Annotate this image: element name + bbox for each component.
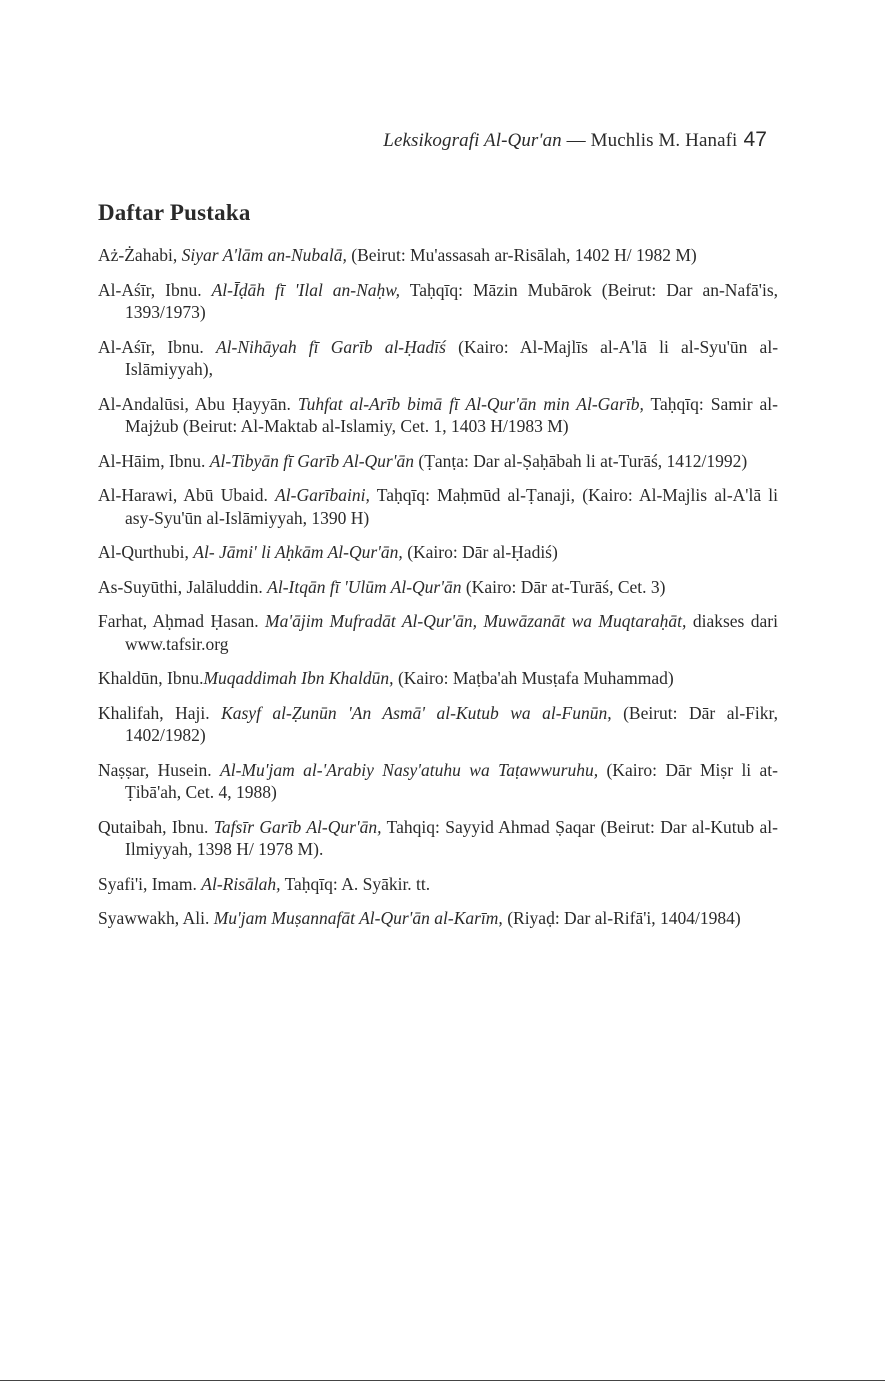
- entry-publication: diakses dari www.tafsir.org: [125, 611, 778, 654]
- bibliography-entry: [98, 541, 778, 564]
- bibliography-entry: [98, 702, 778, 747]
- bibliography-entry: [98, 279, 778, 324]
- entry-title: Al- Jāmi' li Aḥkām Al-Qur'ān,: [193, 542, 403, 562]
- entry-author: Al-Aśīr, Ibnu.: [98, 279, 212, 300]
- entry-author: Syawwakh, Ali.: [98, 908, 214, 928]
- bibliography-entry: [98, 450, 778, 473]
- bibliography-entry: [98, 336, 778, 381]
- entry-publication: (Kairo: Maṭba'ah Musṭafa Muhammad): [393, 668, 674, 688]
- entry-title: Al-Itqān fī 'Ulūm Al-Qur'ān: [267, 576, 462, 597]
- bibliography-entry: [98, 759, 778, 804]
- bibliography-entry: [98, 873, 778, 896]
- entry-publication: (Kairo: Al-Majlīs al-A'lā li al-Syu'ūn al-Islāmiyyah),: [125, 336, 779, 379]
- running-header: [383, 128, 767, 152]
- entry-publication: Tahqiq: Sayyid Ahmad Ṣaqar (Beirut: Dar al-Kutub al-Ilmiyyah, 1398 H/ 1978 M).: [125, 816, 779, 859]
- running-header-separator: —: [561, 130, 591, 151]
- bibliography-entry: [98, 816, 778, 861]
- entry-publication: (Kairo: Dār at-Turāś, Cet. 3): [461, 576, 666, 597]
- entry-author: Al-Harawi, Abū Ubaid.: [98, 485, 276, 505]
- entry-publication: Taḥqīq: Māzin Mubārok (Beirut: Dar an-Nafā'is, 1393/1973): [125, 279, 779, 322]
- entry-author: Khalifah, Haji.: [98, 702, 222, 723]
- entry-publication: Taḥqīq: Maḥmūd al-Ṭanaji, (Kairo: Al-Majlis al-A'lā li asy-Syu'ūn al-Islāmiyyah, 1390 H): [125, 485, 778, 528]
- entry-title: Al-Mu'jam al-'Arabiy Nasy'atuhu wa Taṭawwuruhu,: [220, 759, 599, 780]
- entry-author: Naṣṣar, Husein.: [98, 759, 221, 780]
- page-edge-rule: [0, 1380, 885, 1381]
- entry-author: Syafi'i, Imam.: [98, 873, 202, 894]
- bibliography-entry: [98, 244, 778, 267]
- entry-title: Al-Nihāyah fī Garīb al-Ḥadīś: [215, 336, 446, 357]
- entry-title: Al-Īḍāh fī 'Ilal an-Naḥw,: [211, 279, 401, 300]
- entry-title: Mu'jam Muṣannafāt Al-Qur'ān al-Karīm,: [213, 908, 503, 928]
- entry-publication: Taḥqīq: Samir al-Majżub (Beirut: Al-Maktab al-Islamiy, Cet. 1, 1403 H/1983 M): [125, 393, 778, 436]
- entry-title: Ma'ājim Mufradāt Al-Qur'ān, Muwāzanāt wa Muqtaraḥāt,: [265, 611, 687, 631]
- entry-author: Al-Andalūsi, Abu Ḥayyān.: [98, 393, 298, 414]
- page-number: 47: [743, 128, 767, 151]
- entry-publication: (Riyaḍ: Dar al-Rifā'i, 1404/1984): [502, 908, 741, 928]
- entry-author: Al-Qurthubi,: [98, 542, 194, 562]
- entry-author: Qutaibah, Ibnu.: [98, 816, 214, 837]
- entry-title: Tafsīr Garīb Al-Qur'ān,: [213, 816, 382, 837]
- entry-publication: (Kairo: Dār Miṣr li at-Ṭibā'ah, Cet. 4, 1988): [125, 759, 778, 802]
- running-header-author: Muchlis M. Hanafi: [590, 130, 738, 151]
- bibliography-entry: [98, 907, 778, 930]
- entry-title: Al-Garībaini,: [275, 485, 370, 505]
- entry-publication: (Beirut: Dār al-Fikr, 1402/1982): [125, 702, 779, 745]
- bibliography-entry: [98, 667, 778, 690]
- entry-author: Al-Hāim, Ibnu.: [98, 450, 210, 471]
- bibliography-entry: [98, 610, 778, 655]
- bibliography-entry: [98, 576, 778, 599]
- running-header-book-title: Leksikografi Al-Qur'an: [383, 130, 562, 151]
- bibliography-entry: [98, 484, 778, 529]
- entry-author: Farhat, Aḥmad Ḥasan.: [98, 611, 266, 631]
- bibliography-list: [98, 244, 778, 942]
- entry-author: As-Suyūthi, Jalāluddin.: [98, 576, 268, 597]
- entry-title: Siyar A'lām an-Nubalā,: [181, 245, 347, 265]
- entry-title: Kasyf al-Ẓunūn 'An Asmā' al-Kutub wa al-Funūn,: [221, 702, 612, 723]
- entry-author: Khaldūn, Ibnu.: [98, 668, 204, 688]
- entry-title: Muqaddimah Ibn Khaldūn,: [203, 668, 394, 688]
- bibliography-entry: [98, 393, 778, 438]
- entry-title: Al-Risālah,: [201, 873, 281, 894]
- entry-author: Aż-Żahabi,: [98, 245, 182, 265]
- entry-publication: (Beirut: Mu'assasah ar-Risālah, 1402 H/ 1982 M): [346, 245, 697, 265]
- section-title: Daftar Pustaka: [98, 200, 251, 225]
- entry-title: Tuhfat al-Arīb bimā fī Al-Qur'ān min Al-Garīb,: [297, 393, 644, 414]
- entry-publication: (Kairo: Dār al-Ḥadiś): [402, 542, 558, 562]
- entry-publication: (Ṭanṭa: Dar al-Ṣaḥābah li at-Turāś, 1412/1992): [414, 450, 748, 471]
- entry-title: Al-Tibyān fī Garīb Al-Qur'ān: [209, 450, 414, 471]
- entry-author: Al-Aśīr, Ibnu.: [98, 336, 216, 357]
- entry-publication: Taḥqīq: A. Syākir. tt.: [280, 873, 431, 894]
